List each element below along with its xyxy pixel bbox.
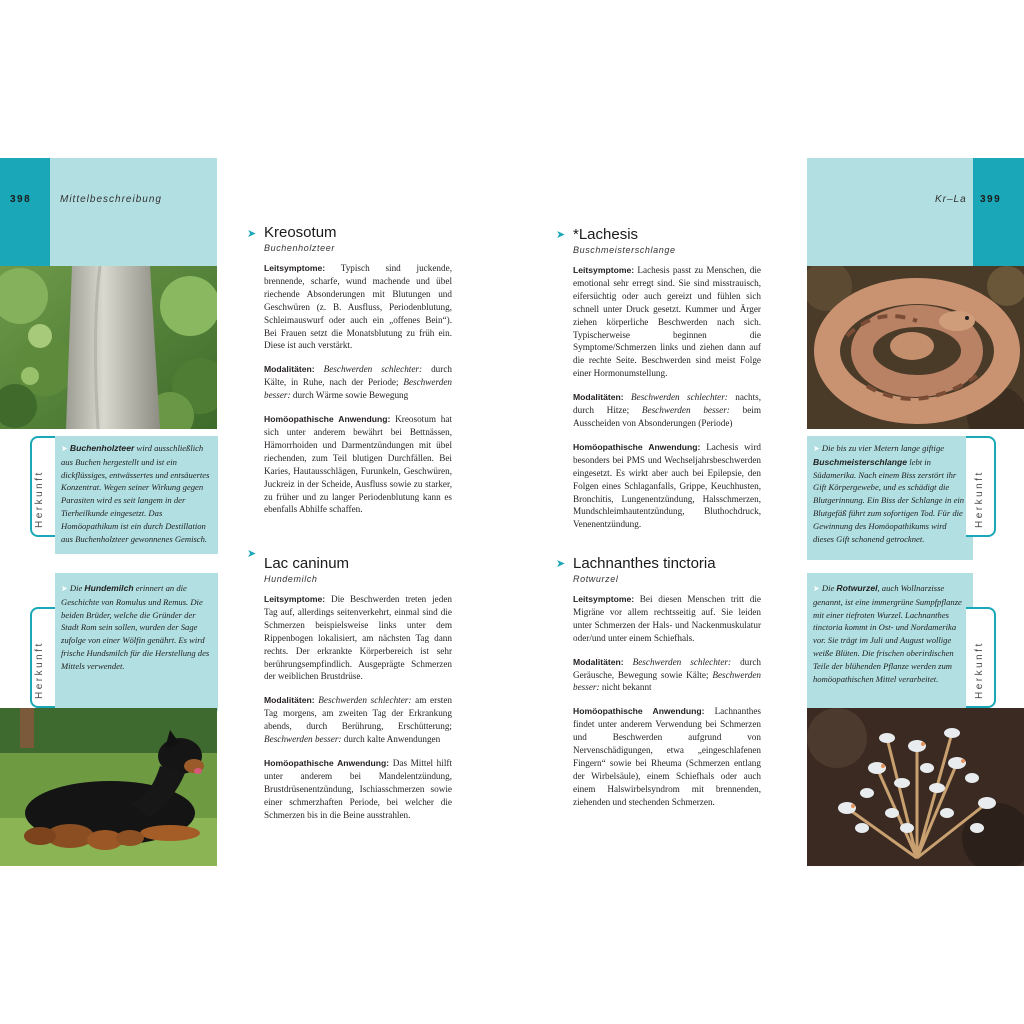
box-text: lebt in Südamerika. Nach einem Biss zerstört ihr Gift Körpergewebe, und es schädigt die Blutgerinnung. Ein Biss der Schlange in ein Blutgefäß führt zum sofortigen Tod. Für die Gewinnung des Homöopathikums wird dieses Gift schonend getrocknet. xyxy=(813,456,965,544)
beech-tree-photo xyxy=(0,266,217,429)
entry-body: Leitsymptome: Typisch sind juckende, brennende, scharfe, wund machende und übel riechende Absonderungen mit Blutungen und Geschwüren (z. B. Ausfluss, Periodenblutung, Schleimauswurf oder auch ein „offenes Bein“). Bei Frauen setzt die Monatsblutung zu früh ein. Diese ist auch verstärkt. Modalitäten: Beschwerden schlechter: durch Kälte, in Ruhe, nach der Periode; Beschwerden besser: durch Wärme sowie Bewegung Homöopathische Anwendung: Kreosotum hat sich unter anderem bewährt bei Bettnässen, Hämorrhoiden und Darmentzündungen mit übel riechenden, zum Teil blutigen Durchfällen. Bei Karies, Hautausschlägen, Furunkeln, Geschwüren, Juckreiz in der Scheide, Ausfluss sowie zu starker, zu früher und zu langer Periodenblutung kann es ebenfalls Abhilfe schaffen. xyxy=(264,263,452,515)
entry-lachesis xyxy=(556,226,762,542)
entry-subtitle: Buschmeisterschlange xyxy=(573,245,676,255)
arrow-right-icon: ➤ xyxy=(813,584,820,593)
box-term: Rotwurzel xyxy=(836,583,878,593)
arrow-right-icon: ➤ xyxy=(247,547,257,560)
left-origin-box-1 xyxy=(55,436,218,554)
entry-body: Leitsymptome: Die Beschwerden treten jeden Tag auf, allerdings seitenverkehrt, einmal sind die Schmerzen beispielsweise links unter dem Rippenbogen lokalisiert, am nächsten Tag dann rechts. Der erkrankte Körperbereich ist sehr berührungsempfindlich. Ausgeprägte Schmerzen der weiblichen Brustdrüse. Modalitäten: Beschwerden schlechter: am ersten Tag morgens, am zweiten Tag der Erkrankung abends, durch Berührung, Erschütterung; Beschwerden besser: durch kalte Anwendungen Homöopathische Anwendung: Das Mittel hilft unter anderem bei Mandelentzündung, Brustdrüsenentzündung, Ischiasschmerzen sowie einer schmerzhaften Periode, bei welcher die Schmerzen bis in die Beine ausstrahlen. xyxy=(264,594,452,820)
left-header-accent xyxy=(0,158,50,266)
entry-title: Kreosotum xyxy=(264,224,337,241)
arrow-right-icon: ➤ xyxy=(556,557,566,570)
right-origin-box-2: ➤ Die Rotwurzel, auch Wollnarzisse genannt, ist eine immergrüne Sumpfpflanze mit einer tiefroten Wurzel. Lachnanthes tinctoria kommt in Ost- und Nordamerika vor. Sie trägt im Juli und August wollige weiße Blüten. Die frischen oberirdischen Teile der blühenden Pflanze werden zum homöopathischen Mittel verarbeitet. xyxy=(807,573,973,711)
box-text: , auch Wollnarzisse genannt, ist eine immergrüne Sumpfpflanze mit einer tiefroten Wurzel. Lachnanthes tinctoria kommt in Ost- und Nordamerika vor. Sie trägt im Juli und August wollige weiße Blüten. Die frischen oberirdischen Teile der blühenden Pflanze werden zum homöopathischen Mittel verarbeitet. xyxy=(813,583,962,684)
box-term: Buschmeisterschlange xyxy=(813,456,908,467)
left-running-head: Mittelbeschreibung xyxy=(60,194,162,205)
box-term: Buchenholzteer xyxy=(69,443,135,453)
redroot-flower-photo xyxy=(807,708,1024,866)
right-header-band xyxy=(807,158,973,266)
bushmaster-snake-photo xyxy=(807,266,1024,429)
right-running-head: Kr–La xyxy=(935,194,967,205)
right-origin-box-1: ➤ Die bis zu vier Metern lange giftige Buschmeisterschlange lebt in Südamerika. Nach einem Biss zerstört ihr Gift Körpergewebe, und es schädigt die Blutgerinnung. Ein Biss der Schlange in ein Blutgefäß führt zum sofortigen Tod. Für die Gewinnung des Homöopathikums wird dieses Gift schonend getrocknet. xyxy=(807,436,973,560)
entry-lachnanthes xyxy=(556,555,761,820)
entry-title: Lac caninum xyxy=(264,555,350,572)
right-page-number: 399 xyxy=(980,194,1002,205)
arrow-right-icon: ➤ xyxy=(61,584,68,593)
box-text: wird ausschließlich aus Buchen hergestellt und ist ein dickflüssiges, entwässertes und entsäuertes Konzentrat. Wegen seiner Wirkung gegen Parasiten wird es seit langem in der Tierheilkunde eingesetzt. Das Homöopathikum ist ein durch Destillation aus Buchenholzteer gewonnenes Gemisch. xyxy=(61,443,210,544)
entry-subtitle: Hundemilch xyxy=(264,574,318,584)
entry-title: *Lachesis xyxy=(573,226,639,243)
entry-kreosotum xyxy=(247,224,452,527)
right-header-accent xyxy=(973,158,1024,266)
dog-with-puppies-photo xyxy=(0,708,217,866)
left-header-band xyxy=(50,158,217,266)
arrow-right-icon: ➤ xyxy=(813,444,820,453)
arrow-right-icon: ➤ xyxy=(247,227,257,240)
right-herkunft-label-1: Herkunft xyxy=(974,470,985,528)
entry-subtitle: Rotwurzel xyxy=(573,574,619,584)
arrow-right-icon: ➤ xyxy=(61,444,68,453)
left-origin-box-2: ➤ Die Hundemilch erinnert an die Geschichte von Romulus und Remus. Die beiden Brüder, welche die Gründer der Stadt Rom sein sollen, wurden der Sage zufolge von einer Wölfin genährt. Es wird frische Hundsmilch für die Herstellung des Mittels verwendet. xyxy=(55,573,218,711)
left-herkunft-label-1: Herkunft xyxy=(34,470,45,528)
entry-subtitle: Buchenholzteer xyxy=(264,243,335,253)
box-term: Hundemilch xyxy=(84,583,134,593)
left-page-number: 398 xyxy=(10,194,32,205)
right-herkunft-label-2: Herkunft xyxy=(974,641,985,699)
arrow-right-icon: ➤ xyxy=(556,228,566,241)
entry-body: Leitsymptome: Lachesis passt zu Menschen, die emotional sehr erregt sind. Sie sind misstrauisch, eifersüchtig oder auch gereizt und fühlen sich schnell unter Druck gesetzt. Kummer und Ärger ziehen körperliche Beschwerden nach sich. Typischerweise beginnen die Symptome/Schmerzen links und ziehen dann auf die rechte Seite. Beschwerden sind meist Folge einer Hormonumstellung. Modalitäten: Beschwerden schlechter: nachts, durch Hitze; Beschwerden besser: beim Ausscheiden von Absonderungen (Periode) Homöopathische Anwendung: Lachesis wird besonders bei PMS und Wechseljahrsbeschwerden eingesetzt. Es wirkt aber auch bei Epilepsie, den Folgen eines Schlaganfalls, Grippe, Keuchhusten, Bronchitis, Lungenentzündung, Halsschmerzen, Mundschleimhautentzündung, Bluthochdruck, Venenentzündung. xyxy=(573,265,762,530)
entry-lac-caninum xyxy=(247,547,452,833)
box-text: erinnert an die Geschichte von Romulus und Remus. Die beiden Brüder, welche die Gründer der Stadt Rom sein sollen, wurden der Sage zufolge von einer Wölfin genährt. Es wird frische Hundsmilch für die Herstellung des Mittels verwendet. xyxy=(61,583,210,671)
left-herkunft-label-2: Herkunft xyxy=(34,641,45,699)
entry-body: Leitsymptome: Bei diesen Menschen tritt die Migräne vor allem rechtsseitig auf. Sie leiden unter Schmerzen der Hals- und Nackenmuskulatur oder/und unter einem Schiefhals. Modalitäten: Beschwerden schlechter: durch Geräusche, Bewegung sowie Kälte; Beschwerden besser: nicht bekannt Homöopathische Anwendung: Lachnanthes findet unter anderem Verwendung bei Schmerzen und Beschwerden aufgrund von Nervenschädigungen, etwa „eingeschlafenen Fingern“ sowie bei Rheuma (Schmerzen entlang der Wirbelsäule), einem Schiefhals oder auch einem Halswirbelsyndrom mit brennenden, ziehenden und stechenden Schmerzen. xyxy=(573,594,761,807)
entry-title: Lachnanthes tinctoria xyxy=(573,555,716,572)
